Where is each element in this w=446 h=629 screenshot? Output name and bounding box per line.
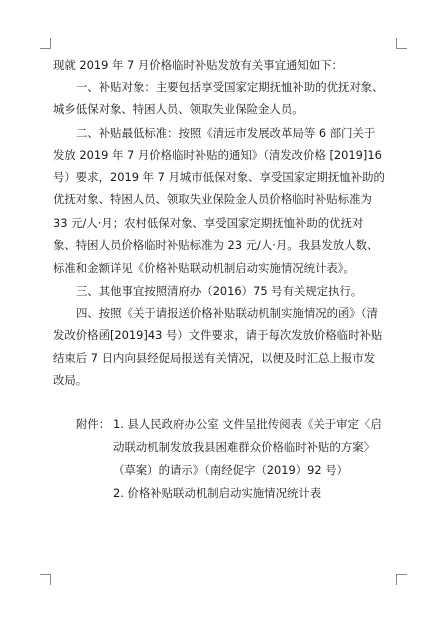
attachment-1-line-1: 1. 县人民政府办公室 文件呈批传阅表《关于审定〈启 (113, 417, 382, 431)
crop-mark-top-left (40, 38, 51, 49)
section4-line-1: 四、按照《关于请报送价格补贴联动机制实施情况的函》（清 (76, 306, 378, 320)
section4-line-3: 结束后 7 日内向县经促局报送有关情况，以便及时汇总上报市发 (53, 351, 376, 365)
section4-line-2: 发改价格函[2019]43 号）文件要求，请于每次发放价格临时补贴 (53, 328, 383, 342)
section3-line-1: 三、其他事宜按照清府办（2016）75 号有关规定执行。 (76, 284, 363, 298)
intro-line: 现就 2019 年 7 月价格临时补贴发放有关事宜通知如下： (53, 58, 343, 72)
section2-line-3: 号）要求，2019 年 7 月城市低保对象、享受国家定期抚恤补助的 (53, 170, 385, 184)
section2-line-6: 象、特困人员价格临时补贴标准为 23 元/人·月。我县发放人数、 (53, 238, 379, 252)
section2-line-5: 33 元/人·月；农村低保对象、享受国家定期抚恤补助的优抚对 (53, 216, 364, 230)
crop-mark-top-right (396, 38, 407, 49)
section2-line-1: 二、补贴最低标准：按照《清远市发展改革局等 6 部门关于 (76, 126, 376, 140)
section1-line-1: 一、补贴对象：主要包括享受国家定期抚恤补助的优抚对象、 (76, 80, 384, 94)
section1-line-2: 城乡低保对象、特困人员、领取失业保险金人员。 (53, 102, 304, 116)
crop-mark-bottom-left (40, 574, 51, 585)
section2-line-2: 发放 2019 年 7 月价格临时补贴的通知》（清发改价格 [2019]16 (53, 148, 382, 162)
attachments-label: 附件： (76, 417, 111, 431)
attachment-2: 2. 价格补贴联动机制启动实施情况统计表 (113, 486, 322, 500)
crop-mark-bottom-right (396, 574, 407, 585)
section2-line-4: 优抚对象、特困人员、领取失业保险金人员价格临时补贴标准为 (53, 192, 372, 206)
section4-line-4: 改局。 (53, 373, 88, 387)
section2-line-7: 标准和金额详见《价格补贴联动机制启动实施情况统计表》。 (53, 261, 355, 275)
attachment-1-line-2: 动联动机制发放我县困难群众价格临时补贴的方案〉 (113, 440, 375, 454)
attachment-1-line-3: （草案）的请示》（南经促字（2019）92 号） (113, 463, 349, 477)
